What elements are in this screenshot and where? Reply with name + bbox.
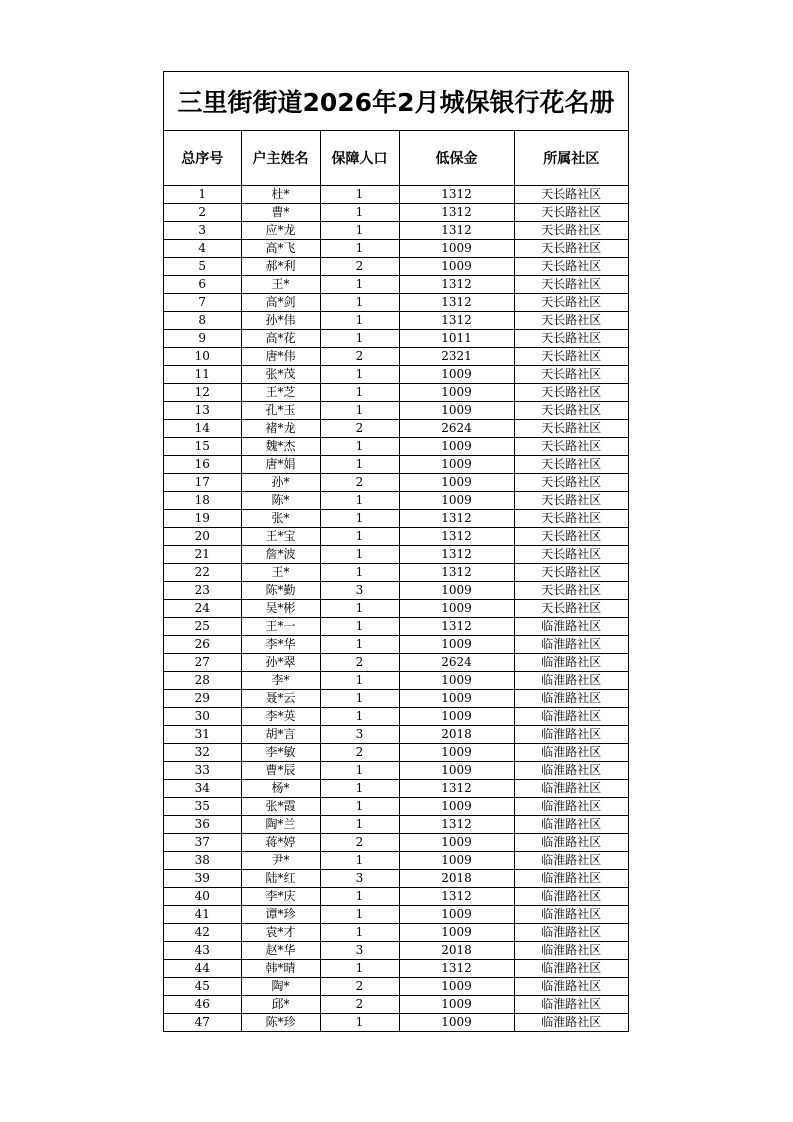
- table-row: [164, 330, 628, 348]
- name-cell: 邱*: [241, 996, 320, 1014]
- persons-cell: 2: [320, 744, 399, 762]
- serial-cell: 11: [164, 366, 241, 384]
- name-cell: 高*花: [241, 330, 320, 348]
- name-cell: 陆*红: [241, 870, 320, 888]
- community-cell: 天长路社区: [514, 222, 628, 240]
- serial-cell: 45: [164, 978, 241, 996]
- table-row: [164, 186, 628, 204]
- allowance-cell: 1312: [399, 204, 514, 222]
- persons-cell: 1: [320, 762, 399, 780]
- table-row: [164, 366, 628, 384]
- name-cell: 詹*波: [241, 546, 320, 564]
- community-cell: 临淮路社区: [514, 672, 628, 690]
- serial-cell: 15: [164, 438, 241, 456]
- community-cell: 临淮路社区: [514, 816, 628, 834]
- persons-cell: 2: [320, 348, 399, 366]
- serial-cell: 38: [164, 852, 241, 870]
- header-allowance: 低保金: [399, 131, 514, 186]
- allowance-cell: 1009: [399, 996, 514, 1014]
- persons-cell: 1: [320, 384, 399, 402]
- serial-cell: 46: [164, 996, 241, 1014]
- persons-cell: 1: [320, 510, 399, 528]
- roster-table: [164, 131, 628, 1031]
- community-cell: 天长路社区: [514, 366, 628, 384]
- name-cell: 李*英: [241, 708, 320, 726]
- persons-cell: 1: [320, 888, 399, 906]
- persons-cell: 3: [320, 942, 399, 960]
- persons-cell: 1: [320, 960, 399, 978]
- persons-cell: 2: [320, 978, 399, 996]
- serial-cell: 8: [164, 312, 241, 330]
- table-row: [164, 960, 628, 978]
- name-cell: 王*: [241, 276, 320, 294]
- allowance-cell: 1312: [399, 294, 514, 312]
- table-row: [164, 510, 628, 528]
- header-community: 所属社区: [514, 131, 628, 186]
- persons-cell: 1: [320, 690, 399, 708]
- table-row: [164, 204, 628, 222]
- community-cell: 临淮路社区: [514, 834, 628, 852]
- persons-cell: 1: [320, 276, 399, 294]
- allowance-cell: 1009: [399, 438, 514, 456]
- community-cell: 临淮路社区: [514, 654, 628, 672]
- name-cell: 杨*: [241, 780, 320, 798]
- persons-cell: 1: [320, 672, 399, 690]
- allowance-cell: 1009: [399, 402, 514, 420]
- header-serial-number: 总序号: [164, 131, 241, 186]
- table-row: [164, 636, 628, 654]
- table-row: [164, 708, 628, 726]
- serial-cell: 23: [164, 582, 241, 600]
- name-cell: 郝*利: [241, 258, 320, 276]
- name-cell: 孙*伟: [241, 312, 320, 330]
- persons-cell: 1: [320, 618, 399, 636]
- allowance-cell: 1312: [399, 528, 514, 546]
- community-cell: 临淮路社区: [514, 798, 628, 816]
- persons-cell: 1: [320, 402, 399, 420]
- persons-cell: 1: [320, 330, 399, 348]
- community-cell: 天长路社区: [514, 240, 628, 258]
- table-row: [164, 780, 628, 798]
- allowance-cell: 1009: [399, 456, 514, 474]
- name-cell: 陈*勤: [241, 582, 320, 600]
- table-row: [164, 888, 628, 906]
- allowance-cell: 1011: [399, 330, 514, 348]
- table-row: [164, 402, 628, 420]
- community-cell: 天长路社区: [514, 348, 628, 366]
- allowance-cell: 1009: [399, 708, 514, 726]
- community-cell: 临淮路社区: [514, 708, 628, 726]
- persons-cell: 1: [320, 294, 399, 312]
- community-cell: 天长路社区: [514, 438, 628, 456]
- persons-cell: 1: [320, 798, 399, 816]
- name-cell: 唐*伟: [241, 348, 320, 366]
- community-cell: 天长路社区: [514, 384, 628, 402]
- community-cell: 天长路社区: [514, 456, 628, 474]
- allowance-cell: 1009: [399, 978, 514, 996]
- name-cell: 王*: [241, 564, 320, 582]
- serial-cell: 31: [164, 726, 241, 744]
- table-row: [164, 312, 628, 330]
- persons-cell: 1: [320, 546, 399, 564]
- community-cell: 天长路社区: [514, 402, 628, 420]
- name-cell: 李*华: [241, 636, 320, 654]
- table-row: [164, 294, 628, 312]
- persons-cell: 1: [320, 528, 399, 546]
- persons-cell: 1: [320, 366, 399, 384]
- persons-cell: 2: [320, 996, 399, 1014]
- name-cell: 谭*珍: [241, 906, 320, 924]
- persons-cell: 1: [320, 708, 399, 726]
- persons-cell: 1: [320, 438, 399, 456]
- persons-cell: 1: [320, 816, 399, 834]
- allowance-cell: 1312: [399, 888, 514, 906]
- serial-cell: 10: [164, 348, 241, 366]
- serial-cell: 13: [164, 402, 241, 420]
- allowance-cell: 1312: [399, 780, 514, 798]
- serial-cell: 6: [164, 276, 241, 294]
- serial-cell: 14: [164, 420, 241, 438]
- allowance-cell: 1009: [399, 240, 514, 258]
- persons-cell: 1: [320, 852, 399, 870]
- serial-cell: 5: [164, 258, 241, 276]
- serial-cell: 35: [164, 798, 241, 816]
- persons-cell: 1: [320, 186, 399, 204]
- roster-sheet: [163, 71, 629, 1032]
- name-cell: 孙*: [241, 474, 320, 492]
- name-cell: 应*龙: [241, 222, 320, 240]
- table-row: [164, 240, 628, 258]
- table-row: [164, 420, 628, 438]
- serial-cell: 21: [164, 546, 241, 564]
- header-householder-name: 户主姓名: [241, 131, 320, 186]
- persons-cell: 1: [320, 600, 399, 618]
- persons-cell: 1: [320, 204, 399, 222]
- community-cell: 天长路社区: [514, 276, 628, 294]
- community-cell: 临淮路社区: [514, 924, 628, 942]
- header-row: [164, 131, 628, 186]
- table-row: [164, 996, 628, 1014]
- allowance-cell: 1009: [399, 582, 514, 600]
- persons-cell: 1: [320, 1014, 399, 1032]
- name-cell: 王*一: [241, 618, 320, 636]
- community-cell: 临淮路社区: [514, 744, 628, 762]
- table-row: [164, 456, 628, 474]
- name-cell: 袁*才: [241, 924, 320, 942]
- name-cell: 张*茂: [241, 366, 320, 384]
- page-title: 三里街街道2026年2月城保银行花名册: [164, 72, 628, 131]
- table-row: [164, 258, 628, 276]
- table-row: [164, 762, 628, 780]
- community-cell: 临淮路社区: [514, 726, 628, 744]
- name-cell: 聂*云: [241, 690, 320, 708]
- community-cell: 临淮路社区: [514, 762, 628, 780]
- community-cell: 临淮路社区: [514, 852, 628, 870]
- persons-cell: 3: [320, 582, 399, 600]
- community-cell: 天长路社区: [514, 492, 628, 510]
- community-cell: 天长路社区: [514, 312, 628, 330]
- serial-cell: 29: [164, 690, 241, 708]
- name-cell: 尹*: [241, 852, 320, 870]
- serial-cell: 43: [164, 942, 241, 960]
- serial-cell: 30: [164, 708, 241, 726]
- table-row: [164, 564, 628, 582]
- allowance-cell: 1312: [399, 510, 514, 528]
- persons-cell: 1: [320, 906, 399, 924]
- table-row: [164, 870, 628, 888]
- table-row: [164, 978, 628, 996]
- name-cell: 吴*彬: [241, 600, 320, 618]
- allowance-cell: 2018: [399, 726, 514, 744]
- allowance-cell: 1009: [399, 924, 514, 942]
- name-cell: 唐*娟: [241, 456, 320, 474]
- serial-cell: 12: [164, 384, 241, 402]
- name-cell: 王*芝: [241, 384, 320, 402]
- allowance-cell: 1009: [399, 690, 514, 708]
- serial-cell: 18: [164, 492, 241, 510]
- allowance-cell: 1312: [399, 960, 514, 978]
- table-row: [164, 726, 628, 744]
- allowance-cell: 1312: [399, 222, 514, 240]
- community-cell: 临淮路社区: [514, 870, 628, 888]
- allowance-cell: 1312: [399, 816, 514, 834]
- allowance-cell: 1009: [399, 744, 514, 762]
- name-cell: 高*剑: [241, 294, 320, 312]
- serial-cell: 9: [164, 330, 241, 348]
- allowance-cell: 1009: [399, 906, 514, 924]
- table-row: [164, 600, 628, 618]
- allowance-cell: 1009: [399, 852, 514, 870]
- allowance-cell: 1312: [399, 546, 514, 564]
- persons-cell: 1: [320, 564, 399, 582]
- community-cell: 天长路社区: [514, 546, 628, 564]
- serial-cell: 7: [164, 294, 241, 312]
- table-row: [164, 834, 628, 852]
- serial-cell: 33: [164, 762, 241, 780]
- community-cell: 临淮路社区: [514, 996, 628, 1014]
- serial-cell: 17: [164, 474, 241, 492]
- table-row: [164, 384, 628, 402]
- name-cell: 杜*: [241, 186, 320, 204]
- community-cell: 临淮路社区: [514, 942, 628, 960]
- table-row: [164, 222, 628, 240]
- allowance-cell: 2018: [399, 870, 514, 888]
- name-cell: 孔*玉: [241, 402, 320, 420]
- persons-cell: 2: [320, 654, 399, 672]
- community-cell: 临淮路社区: [514, 978, 628, 996]
- name-cell: 陈*: [241, 492, 320, 510]
- allowance-cell: 1009: [399, 474, 514, 492]
- persons-cell: 1: [320, 636, 399, 654]
- community-cell: 天长路社区: [514, 258, 628, 276]
- allowance-cell: 1009: [399, 834, 514, 852]
- name-cell: 王*宝: [241, 528, 320, 546]
- table-row: [164, 798, 628, 816]
- serial-cell: 24: [164, 600, 241, 618]
- name-cell: 褚*龙: [241, 420, 320, 438]
- community-cell: 天长路社区: [514, 186, 628, 204]
- persons-cell: 1: [320, 456, 399, 474]
- table-row: [164, 906, 628, 924]
- table-row: [164, 672, 628, 690]
- header-covered-persons: 保障人口: [320, 131, 399, 186]
- table-row: [164, 582, 628, 600]
- table-row: [164, 438, 628, 456]
- table-row: [164, 744, 628, 762]
- community-cell: 天长路社区: [514, 204, 628, 222]
- community-cell: 临淮路社区: [541, 1015, 602, 1029]
- name-cell: 张*霞: [241, 798, 320, 816]
- name-cell: 孙*翠: [241, 654, 320, 672]
- allowance-cell: 1009: [399, 600, 514, 618]
- serial-cell: 16: [164, 456, 241, 474]
- name-cell: 魏*杰: [241, 438, 320, 456]
- name-cell: 高*飞: [241, 240, 320, 258]
- community-cell: 临淮路社区: [514, 780, 628, 798]
- allowance-cell: 1009: [399, 492, 514, 510]
- persons-cell: 3: [320, 726, 399, 744]
- serial-cell: 19: [164, 510, 241, 528]
- allowance-cell: 1009: [399, 762, 514, 780]
- community-cell: 临淮路社区: [514, 690, 628, 708]
- serial-cell: 44: [164, 960, 241, 978]
- table-row: [164, 852, 628, 870]
- community-cell: 天长路社区: [514, 330, 628, 348]
- table-row: [164, 690, 628, 708]
- community-cell: 临淮路社区: [514, 618, 628, 636]
- table-row: [164, 1014, 628, 1032]
- serial-cell: 2: [164, 204, 241, 222]
- community-cell: 临淮路社区: [514, 888, 628, 906]
- allowance-cell: 1009: [399, 258, 514, 276]
- table-row: [164, 492, 628, 510]
- serial-cell: 25: [164, 618, 241, 636]
- persons-cell: 2: [320, 420, 399, 438]
- name-cell: 陶*: [241, 978, 320, 996]
- allowance-cell: 1312: [399, 618, 514, 636]
- serial-cell: 22: [164, 564, 241, 582]
- allowance-cell: 1312: [399, 312, 514, 330]
- persons-cell: 1: [320, 222, 399, 240]
- allowance-cell: 1312: [399, 276, 514, 294]
- serial-cell: 32: [164, 744, 241, 762]
- serial-cell: 37: [164, 834, 241, 852]
- community-cell: 临淮路社区: [514, 960, 628, 978]
- allowance-cell: 1009: [399, 384, 514, 402]
- allowance-cell: 2624: [399, 654, 514, 672]
- persons-cell: 1: [320, 780, 399, 798]
- table-row: [164, 816, 628, 834]
- community-cell: 临淮路社区: [514, 906, 628, 924]
- community-cell: 天长路社区: [514, 600, 628, 618]
- allowance-cell: 1009: [399, 366, 514, 384]
- persons-cell: 2: [320, 258, 399, 276]
- name-cell: 陈*珍: [241, 1014, 320, 1032]
- name-cell: 赵*华: [241, 942, 320, 960]
- serial-cell: 39: [164, 870, 241, 888]
- table-row: [164, 942, 628, 960]
- allowance-cell: 1312: [399, 186, 514, 204]
- serial-cell: 26: [164, 636, 241, 654]
- serial-cell: 41: [164, 906, 241, 924]
- serial-cell: 3: [164, 222, 241, 240]
- name-cell: 李*: [241, 672, 320, 690]
- community-cell: 天长路社区: [514, 564, 628, 582]
- serial-cell: 47: [164, 1014, 241, 1032]
- persons-cell: 1: [320, 240, 399, 258]
- serial-cell: 36: [164, 816, 241, 834]
- table-row: [164, 528, 628, 546]
- persons-cell: 1: [320, 492, 399, 510]
- allowance-cell: 1312: [399, 564, 514, 582]
- community-cell: 临淮路社区: [514, 636, 628, 654]
- serial-cell: 28: [164, 672, 241, 690]
- serial-cell: 4: [164, 240, 241, 258]
- community-cell: 天长路社区: [514, 474, 628, 492]
- name-cell: 李*庆: [241, 888, 320, 906]
- table-row: [164, 618, 628, 636]
- table-row: [164, 546, 628, 564]
- name-cell: 胡*言: [241, 726, 320, 744]
- name-cell: 蒋*婷: [241, 834, 320, 852]
- allowance-cell: 1009: [399, 1014, 514, 1032]
- name-cell: 张*: [241, 510, 320, 528]
- persons-cell: 3: [320, 870, 399, 888]
- allowance-cell: 2624: [399, 420, 514, 438]
- table-row: [164, 276, 628, 294]
- allowance-cell: 2018: [399, 942, 514, 960]
- persons-cell: 2: [320, 834, 399, 852]
- community-cell: 天长路社区: [514, 510, 628, 528]
- community-cell: 天长路社区: [514, 582, 628, 600]
- table-row: [164, 924, 628, 942]
- allowance-cell: 2321: [399, 348, 514, 366]
- table-row: [164, 348, 628, 366]
- serial-cell: 40: [164, 888, 241, 906]
- name-cell: 韩*晴: [241, 960, 320, 978]
- table-row: [164, 654, 628, 672]
- serial-cell: 1: [164, 186, 241, 204]
- persons-cell: 1: [320, 312, 399, 330]
- community-cell: 天长路社区: [514, 420, 628, 438]
- persons-cell: 2: [320, 474, 399, 492]
- serial-cell: 42: [164, 924, 241, 942]
- community-cell: 天长路社区: [514, 294, 628, 312]
- allowance-cell: 1009: [399, 636, 514, 654]
- table-row: [164, 474, 628, 492]
- name-cell: 陶*兰: [241, 816, 320, 834]
- community-cell: 天长路社区: [514, 528, 628, 546]
- name-cell: 曹*: [241, 204, 320, 222]
- allowance-cell: 1009: [399, 672, 514, 690]
- name-cell: 曹*辰: [241, 762, 320, 780]
- allowance-cell: 1009: [399, 798, 514, 816]
- name-cell: 李*敏: [241, 744, 320, 762]
- serial-cell: 27: [164, 654, 241, 672]
- persons-cell: 1: [320, 924, 399, 942]
- serial-cell: 20: [164, 528, 241, 546]
- serial-cell: 34: [164, 780, 241, 798]
